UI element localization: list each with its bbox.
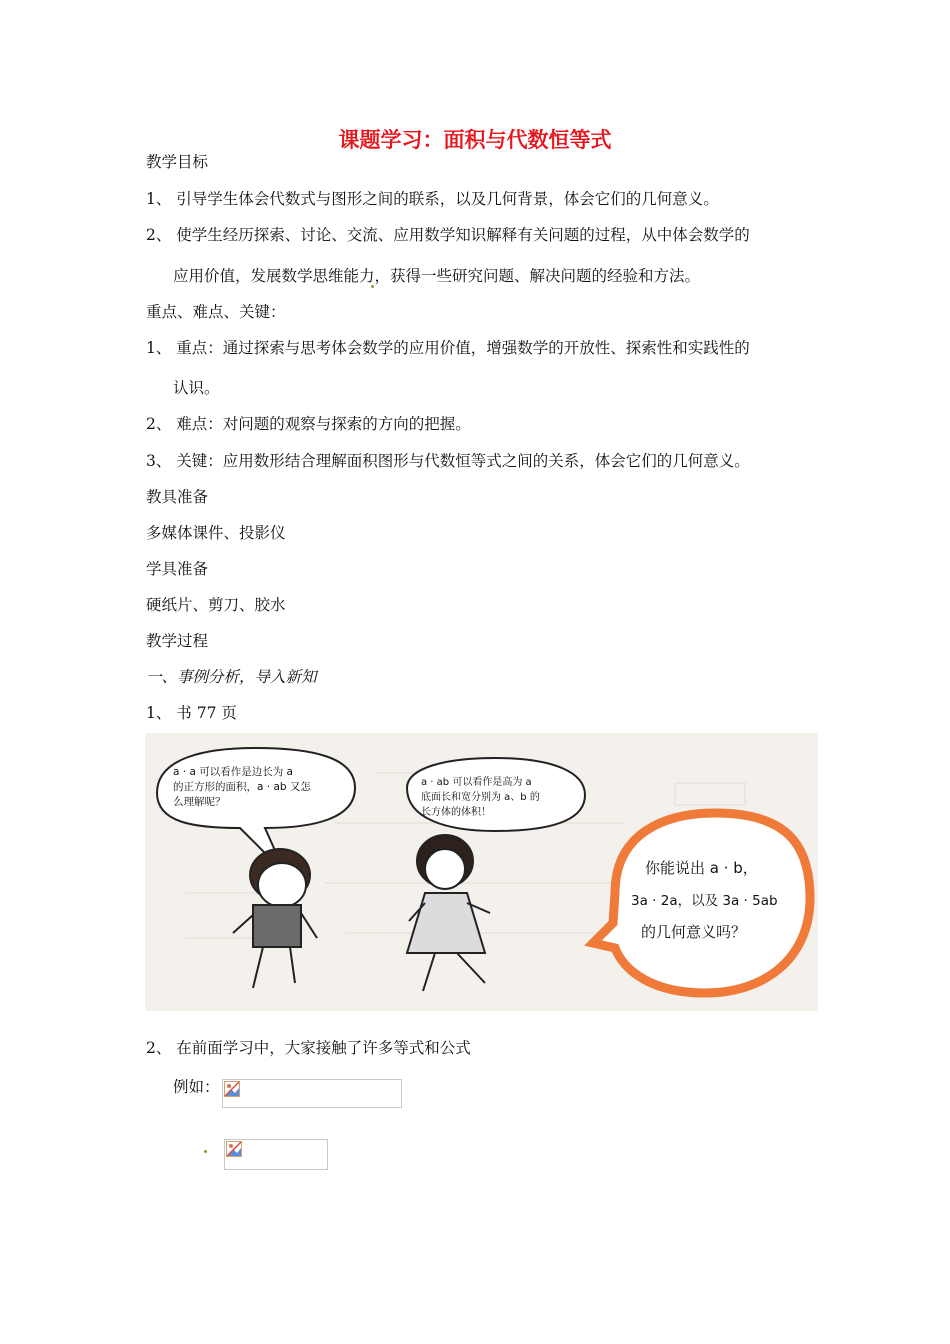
- broken-image-icon: [226, 1141, 242, 1157]
- formula-image-2: [224, 1139, 328, 1170]
- bubble-right-line-2: 3a · 2a，以及 3a · 5ab: [631, 893, 778, 909]
- bubble-right-line-3: 的几何意义吗？: [641, 923, 747, 941]
- bubble-mid-line-2: 底面长和宽分别为 a、b 的: [421, 792, 540, 803]
- key-heading: 重点、难点、关键：: [146, 303, 286, 321]
- goals-heading: 教学目标: [146, 153, 209, 171]
- textbook-illustration: [145, 733, 818, 1011]
- broken-image-icon: [224, 1081, 240, 1097]
- student-tools-text: 硬纸片、剪刀、胶水: [146, 596, 286, 614]
- bubble-mid-line-1: a · ab 可以看作是高为 a: [421, 777, 532, 788]
- goal-2-line-1: 2、 使学生经历探索、讨论、交流、应用数学知识解释有关问题的过程，从中体会数学的: [146, 226, 750, 244]
- example-label: 例如：: [173, 1078, 220, 1096]
- bubble-left-line-2: 的正方形的面积，a · ab 又怎: [173, 781, 311, 793]
- item-1: 1、 书 77 页: [146, 704, 237, 722]
- stray-mark: [204, 1150, 207, 1153]
- bubble-right-line-1: 你能说出 a · b，: [645, 859, 758, 877]
- key-2: 2、 难点：对问题的观察与探索的方向的把握。: [146, 415, 471, 433]
- student-tools-heading: 学具准备: [146, 560, 209, 578]
- goal-1: 1、 引导学生体会代数式与图形之间的联系，以及几何背景，体会它们的几何意义。: [146, 190, 719, 208]
- key-1-line-2: 认识。: [173, 379, 220, 397]
- formula-image-1: [222, 1079, 402, 1108]
- bubble-left-line-3: 么理解呢？: [173, 796, 226, 808]
- tools-text: 多媒体课件、投影仪: [146, 524, 286, 542]
- illustration-drawing: [145, 733, 818, 1011]
- key-3: 3、 关键：应用数形结合理解面积图形与代数恒等式之间的关系，体会它们的几何意义。: [146, 452, 750, 470]
- stray-mark: [371, 285, 374, 288]
- goal-2-line-2: 应用价值，发展数学思维能力，获得一些研究问题、解决问题的经验和方法。: [173, 267, 701, 285]
- page-title: 课题学习：面积与代数恒等式: [338, 128, 612, 152]
- process-heading: 教学过程: [146, 632, 209, 650]
- key-1-line-1: 1、 重点：通过探索与思考体会数学的应用价值，增强数学的开放性、探索性和实践性的: [146, 339, 750, 357]
- item-2: 2、 在前面学习中，大家接触了许多等式和公式: [146, 1039, 471, 1057]
- tools-heading: 教具准备: [146, 488, 209, 506]
- bubble-left-line-1: a · a 可以看作是边长为 a: [173, 766, 293, 778]
- bubble-mid-line-3: 长方体的体积！: [421, 807, 491, 818]
- part-1-heading: 一、事例分析，导入新知: [146, 668, 317, 686]
